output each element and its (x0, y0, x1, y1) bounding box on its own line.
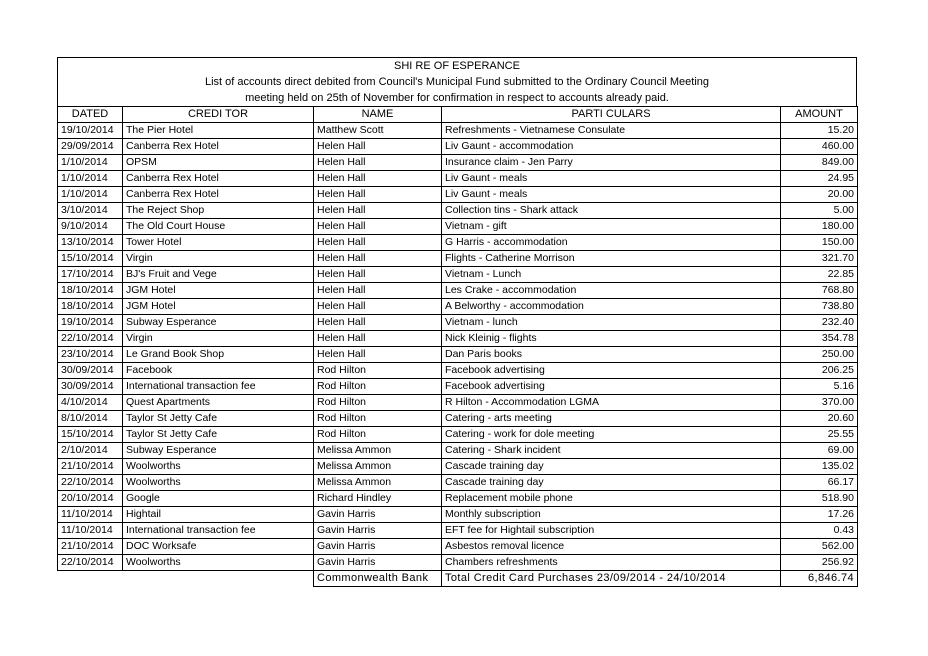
cell-amount: 460.00 (781, 139, 858, 155)
cell-particulars: Monthly subscription (442, 507, 781, 523)
cell-name: Helen Hall (314, 171, 442, 187)
cell-amount: 321.70 (781, 251, 858, 267)
cell-dated: 3/10/2014 (58, 203, 123, 219)
cell-particulars: Flights - Catherine Morrison (442, 251, 781, 267)
table-row (58, 347, 858, 363)
cell-particulars: Cascade training day (442, 475, 781, 491)
cell-creditor: Virgin (123, 331, 314, 347)
cell-creditor: Woolworths (123, 555, 314, 571)
cell-dated: 8/10/2014 (58, 411, 123, 427)
cell-dated: 1/10/2014 (58, 155, 123, 171)
cell-name: Helen Hall (314, 235, 442, 251)
cell-creditor: Canberra Rex Hotel (123, 139, 314, 155)
cell-creditor: International transaction fee (123, 523, 314, 539)
table-row (58, 155, 858, 171)
table-row (58, 219, 858, 235)
cell-creditor: Facebook (123, 363, 314, 379)
cell-particulars: Replacement mobile phone (442, 491, 781, 507)
cell-creditor: International transaction fee (123, 379, 314, 395)
cell-particulars: Liv Gaunt - accommodation (442, 139, 781, 155)
table-row (58, 283, 858, 299)
cell-creditor: BJ's Fruit and Vege (123, 267, 314, 283)
table-row (58, 251, 858, 267)
cell-amount: 849.00 (781, 155, 858, 171)
cell-creditor: Quest Apartments (123, 395, 314, 411)
cell-particulars: Chambers refreshments (442, 555, 781, 571)
cell-name: Helen Hall (314, 331, 442, 347)
cell-particulars: Vietnam - Lunch (442, 267, 781, 283)
cell-name: Gavin Harris (314, 507, 442, 523)
cell-amount: 562.00 (781, 539, 858, 555)
report-header (57, 57, 857, 106)
cell-dated: 30/09/2014 (58, 379, 123, 395)
total-creditor: Commonwealth Bank (314, 571, 442, 587)
cell-dated: 21/10/2014 (58, 539, 123, 555)
cell-creditor: JGM Hotel (123, 299, 314, 315)
report-title: SHI RE OF ESPERANCE (394, 60, 520, 72)
cell-amount: 370.00 (781, 395, 858, 411)
table-row (58, 315, 858, 331)
cell-name: Helen Hall (314, 315, 442, 331)
cell-creditor: DOC Worksafe (123, 539, 314, 555)
cell-creditor: Subway Esperance (123, 443, 314, 459)
cell-creditor: JGM Hotel (123, 283, 314, 299)
cell-name: Melissa Ammon (314, 459, 442, 475)
total-amount: 6,846.74 (781, 571, 858, 587)
cell-amount: 232.40 (781, 315, 858, 331)
cell-creditor: The Pier Hotel (123, 123, 314, 139)
cell-name: Helen Hall (314, 155, 442, 171)
table-row (58, 123, 858, 139)
cell-creditor: Tower Hotel (123, 235, 314, 251)
cell-amount: 354.78 (781, 331, 858, 347)
table-row (58, 523, 858, 539)
cell-name: Helen Hall (314, 283, 442, 299)
total-particulars: Total Credit Card Purchases 23/09/2014 - 24/10/2014 (442, 571, 781, 587)
cell-name: Helen Hall (314, 251, 442, 267)
cell-creditor: Google (123, 491, 314, 507)
table-row (58, 379, 858, 395)
cell-creditor: Subway Esperance (123, 315, 314, 331)
cell-amount: 5.00 (781, 203, 858, 219)
cell-dated: 29/09/2014 (58, 139, 123, 155)
cell-dated: 11/10/2014 (58, 507, 123, 523)
cell-dated: 15/10/2014 (58, 251, 123, 267)
column-header-creditor: CREDI TOR (123, 107, 314, 123)
cell-amount: 206.25 (781, 363, 858, 379)
cell-name: Rod Hilton (314, 363, 442, 379)
cell-particulars: Les Crake - accommodation (442, 283, 781, 299)
cell-dated: 19/10/2014 (58, 315, 123, 331)
cell-name: Gavin Harris (314, 539, 442, 555)
cell-creditor: Virgin (123, 251, 314, 267)
cell-creditor: The Reject Shop (123, 203, 314, 219)
cell-particulars: Vietnam - gift (442, 219, 781, 235)
table-row (58, 459, 858, 475)
cell-creditor: The Old Court House (123, 219, 314, 235)
table-row (58, 363, 858, 379)
cell-dated: 1/10/2014 (58, 187, 123, 203)
cell-dated: 20/10/2014 (58, 491, 123, 507)
report-subtitle: List of accounts direct debited from Council's Municipal Fund submitted to the Ordinary Council Meeting (204, 76, 710, 88)
table-row (58, 187, 858, 203)
total-spacer (58, 571, 123, 587)
table-row (58, 139, 858, 155)
cell-creditor: Canberra Rex Hotel (123, 187, 314, 203)
cell-dated: 30/09/2014 (58, 363, 123, 379)
cell-dated: 13/10/2014 (58, 235, 123, 251)
cell-amount: 135.02 (781, 459, 858, 475)
cell-particulars: Vietnam - lunch (442, 315, 781, 331)
cell-amount: 768.80 (781, 283, 858, 299)
cell-name: Rod Hilton (314, 379, 442, 395)
cell-creditor: Le Grand Book Shop (123, 347, 314, 363)
table-row (58, 267, 858, 283)
cell-name: Helen Hall (314, 299, 442, 315)
column-header-dated: DATED (58, 107, 123, 123)
cell-particulars: R Hilton - Accommodation LGMA (442, 395, 781, 411)
cell-particulars: Insurance claim - Jen Parry (442, 155, 781, 171)
cell-name: Helen Hall (314, 267, 442, 283)
cell-particulars: Dan Paris books (442, 347, 781, 363)
cell-name: Helen Hall (314, 139, 442, 155)
total-row (58, 571, 858, 587)
cell-dated: 1/10/2014 (58, 171, 123, 187)
cell-name: Helen Hall (314, 219, 442, 235)
cell-particulars: Collection tins - Shark attack (442, 203, 781, 219)
cell-creditor: Woolworths (123, 459, 314, 475)
cell-particulars: G Harris - accommodation (442, 235, 781, 251)
cell-name: Rod Hilton (314, 411, 442, 427)
table-row (58, 235, 858, 251)
cell-name: Helen Hall (314, 347, 442, 363)
accounts-report (57, 57, 857, 587)
accounts-table (57, 106, 858, 587)
cell-name: Gavin Harris (314, 523, 442, 539)
cell-dated: 23/10/2014 (58, 347, 123, 363)
column-header-amount: AMOUNT (781, 107, 858, 123)
cell-particulars: Catering - Shark incident (442, 443, 781, 459)
cell-name: Helen Hall (314, 203, 442, 219)
cell-particulars: Asbestos removal licence (442, 539, 781, 555)
cell-creditor: OPSM (123, 155, 314, 171)
cell-amount: 518.90 (781, 491, 858, 507)
table-header-row (58, 107, 858, 123)
cell-dated: 15/10/2014 (58, 427, 123, 443)
total-spacer (123, 571, 314, 587)
table-row (58, 475, 858, 491)
table-row (58, 203, 858, 219)
cell-name: Melissa Ammon (314, 443, 442, 459)
cell-creditor: Taylor St Jetty Cafe (123, 411, 314, 427)
cell-amount: 738.80 (781, 299, 858, 315)
cell-particulars: Catering - arts meeting (442, 411, 781, 427)
table-row (58, 539, 858, 555)
cell-dated: 22/10/2014 (58, 555, 123, 571)
cell-name: Matthew Scott (314, 123, 442, 139)
cell-particulars: Refreshments - Vietnamese Consulate (442, 123, 781, 139)
table-row (58, 555, 858, 571)
cell-creditor: Woolworths (123, 475, 314, 491)
cell-amount: 24.95 (781, 171, 858, 187)
cell-amount: 66.17 (781, 475, 858, 491)
table-row (58, 443, 858, 459)
cell-dated: 2/10/2014 (58, 443, 123, 459)
cell-amount: 20.60 (781, 411, 858, 427)
cell-creditor: Hightail (123, 507, 314, 523)
cell-dated: 22/10/2014 (58, 331, 123, 347)
cell-name: Helen Hall (314, 187, 442, 203)
cell-particulars: EFT fee for Hightail subscription (442, 523, 781, 539)
column-header-name: NAME (314, 107, 442, 123)
table-row (58, 411, 858, 427)
cell-amount: 150.00 (781, 235, 858, 251)
cell-amount: 69.00 (781, 443, 858, 459)
cell-particulars: Facebook advertising (442, 379, 781, 395)
cell-creditor: Taylor St Jetty Cafe (123, 427, 314, 443)
cell-particulars: Liv Gaunt - meals (442, 171, 781, 187)
cell-amount: 256.92 (781, 555, 858, 571)
table-row (58, 507, 858, 523)
cell-name: Rod Hilton (314, 427, 442, 443)
cell-amount: 15.20 (781, 123, 858, 139)
cell-dated: 18/10/2014 (58, 299, 123, 315)
cell-dated: 18/10/2014 (58, 283, 123, 299)
cell-particulars: A Belworthy - accommodation (442, 299, 781, 315)
cell-particulars: Catering - work for dole meeting (442, 427, 781, 443)
cell-dated: 9/10/2014 (58, 219, 123, 235)
cell-particulars: Facebook advertising (442, 363, 781, 379)
cell-amount: 0.43 (781, 523, 858, 539)
table-row (58, 427, 858, 443)
cell-dated: 11/10/2014 (58, 523, 123, 539)
table-row (58, 395, 858, 411)
cell-amount: 20.00 (781, 187, 858, 203)
table-row (58, 491, 858, 507)
cell-particulars: Nick Kleinig - flights (442, 331, 781, 347)
cell-amount: 22.85 (781, 267, 858, 283)
cell-amount: 25.55 (781, 427, 858, 443)
cell-amount: 180.00 (781, 219, 858, 235)
cell-particulars: Liv Gaunt - meals (442, 187, 781, 203)
cell-name: Melissa Ammon (314, 475, 442, 491)
cell-dated: 4/10/2014 (58, 395, 123, 411)
cell-name: Rod Hilton (314, 395, 442, 411)
cell-particulars: Cascade training day (442, 459, 781, 475)
table-row (58, 171, 858, 187)
table-row (58, 331, 858, 347)
cell-dated: 19/10/2014 (58, 123, 123, 139)
cell-name: Richard Hindley (314, 491, 442, 507)
report-subtitle-2: meeting held on 25th of November for confirmation in respect to accounts already paid. (245, 92, 669, 104)
cell-dated: 22/10/2014 (58, 475, 123, 491)
cell-dated: 21/10/2014 (58, 459, 123, 475)
cell-amount: 250.00 (781, 347, 858, 363)
cell-creditor: Canberra Rex Hotel (123, 171, 314, 187)
cell-name: Gavin Harris (314, 555, 442, 571)
table-row (58, 299, 858, 315)
cell-amount: 17.26 (781, 507, 858, 523)
cell-amount: 5.16 (781, 379, 858, 395)
cell-dated: 17/10/2014 (58, 267, 123, 283)
column-header-particulars: PARTI CULARS (442, 107, 781, 123)
